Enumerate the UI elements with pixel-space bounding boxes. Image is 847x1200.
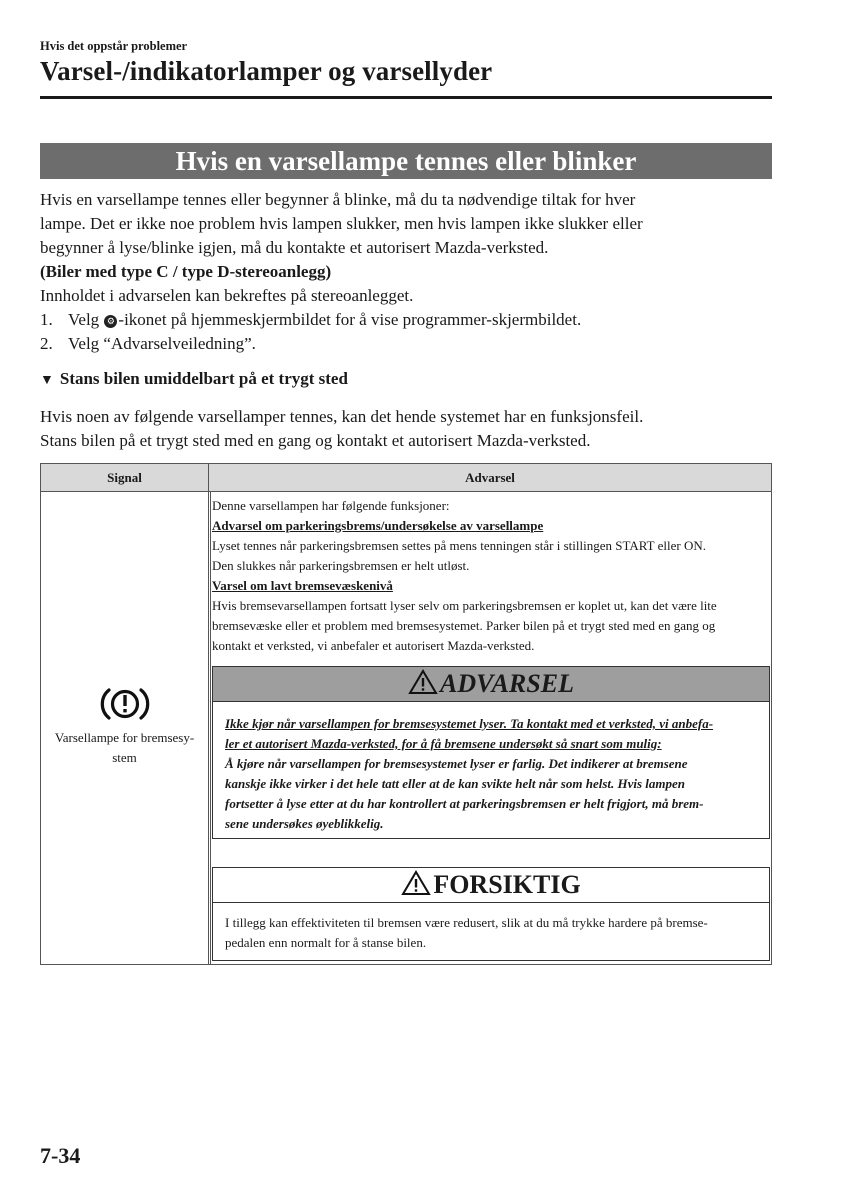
function-heading-parking-brake: Advarsel om parkeringsbrems/undersøkelse av varsellampe (212, 518, 544, 533)
warning-description (212, 496, 768, 656)
intro-paragraph (40, 188, 780, 356)
page-title: Varsel-/indikatorlamper og varsellyder (40, 56, 493, 86)
caution-triangle-icon (401, 870, 431, 896)
description-line: kontakt et verksted, vi anbefaler et autorisert Mazda-verksted. (212, 638, 535, 653)
signal-cell (41, 684, 208, 768)
subsection-title: Stans bilen umiddelbart på et trygt sted (59, 369, 348, 388)
warning-box (212, 666, 770, 839)
caution-line: I tillegg kan effektiviteten til bremsen være redusert, slik at du må trykke hardere på bremse- (225, 915, 708, 930)
section-banner: Hvis en varsellampe tennes eller blinker (40, 143, 772, 179)
step-text-pre: Velg (68, 310, 104, 329)
subsection-heading (40, 369, 348, 389)
warning-line: kanskje ikke virker i det hele tatt eller at de kan svikte helt når som helst. Hvis lampen (225, 776, 686, 791)
description-intro: Denne varsellampen har følgende funksjoner: (212, 498, 450, 513)
column-divider (210, 491, 211, 964)
caution-body (213, 903, 769, 953)
intro-line: Innholdet i advarselen kan bekreftes på stereoanlegget. (40, 286, 414, 305)
signal-label (41, 728, 208, 768)
warning-header (213, 667, 769, 702)
list-item (40, 308, 780, 332)
title-divider (40, 96, 772, 99)
warning-triangle-icon (408, 669, 438, 695)
description-line: Den slukkes når parkeringsbremsen er helt utløst. (212, 558, 470, 573)
list-number: 1. (40, 310, 53, 329)
triangle-down-icon: ▼ (40, 373, 54, 388)
caution-title: FORSIKTIG (433, 870, 581, 899)
page-number: 7-34 (40, 1143, 81, 1168)
list-number: 2. (40, 334, 53, 353)
caution-box (212, 867, 770, 961)
warning-title: ADVARSEL (440, 669, 574, 698)
caution-line: pedalen enn normalt for å stanse bilen. (225, 935, 427, 950)
apps-icon: ⚙ (104, 315, 117, 328)
warning-line: Å kjøre når varsellampen for bremsesystemet lyser er farlig. Det indikerer at bremsene (225, 756, 688, 771)
breadcrumb: Hvis det oppstår problemer (40, 39, 188, 53)
description-line: Lyset tennes når parkeringsbremsen settes på mens tenningen står i stillingen START eller ON. (212, 538, 706, 553)
intro-line: begynner å lyse/blinke igjen, må du kontakte et autorisert Mazda-verksted. (40, 238, 549, 257)
intro-line: lampe. Det er ikke noe problem hvis lampen slukker, men hvis lampen ikke slukker eller (40, 214, 643, 233)
list-item (40, 332, 780, 356)
paragraph-line: Hvis noen av følgende varsellamper tennes, kan det hende systemet har en funksjonsfeil. (40, 407, 644, 426)
signal-label-line: Varsellampe for bremsesy- (54, 730, 195, 745)
warning-line: sene undersøkes øyeblikkelig. (225, 816, 384, 831)
function-heading-brake-fluid: Varsel om lavt bremsevæskenivå (212, 578, 393, 593)
warning-lamp-table (40, 463, 772, 965)
subsection-paragraph (40, 405, 780, 453)
description-line: bremsevæske eller et problem med bremsesystemet. Parker bilen på et trygt sted med en gang og (212, 618, 716, 633)
warning-body (213, 702, 769, 834)
intro-line: Hvis en varsellampe tennes eller begynner å blinke, må du ta nødvendige tiltak for hver (40, 190, 636, 209)
warning-line: ler et autorisert Mazda-verksted, for å få bremsene undersøkt så snart som mulig: (225, 736, 662, 751)
table-header (41, 464, 771, 492)
step-text-post: -ikonet på hjemmeskjermbildet for å vise programmer-skjermbildet. (118, 310, 582, 329)
paragraph-line: Stans bilen på et trygt sted med en gang og kontakt et autorisert Mazda-verksted. (40, 431, 591, 450)
signal-label-line: stem (112, 750, 137, 765)
step-text: Velg “Advarselveiledning”. (68, 334, 256, 353)
description-line: Hvis bremsevarsellampen fortsatt lyser selv om parkeringsbremsen er koplet ut, kan det være lite (212, 598, 717, 613)
column-header-signal: Signal (41, 464, 209, 491)
warning-line: fortsetter å lyse etter at du har kontrollert at parkeringsbremsen er helt frigjort, må brem- (225, 796, 704, 811)
column-header-warning: Advarsel (465, 470, 515, 485)
warning-line: Ikke kjør når varsellampen for bremsesystemet lyser. Ta kontakt med et verksted, vi anbefa- (225, 716, 714, 731)
brake-warning-icon (99, 684, 151, 724)
column-divider (208, 491, 209, 964)
caution-header (213, 868, 769, 903)
stereo-type-note: (Biler med type C / type D-stereoanlegg) (40, 262, 332, 281)
